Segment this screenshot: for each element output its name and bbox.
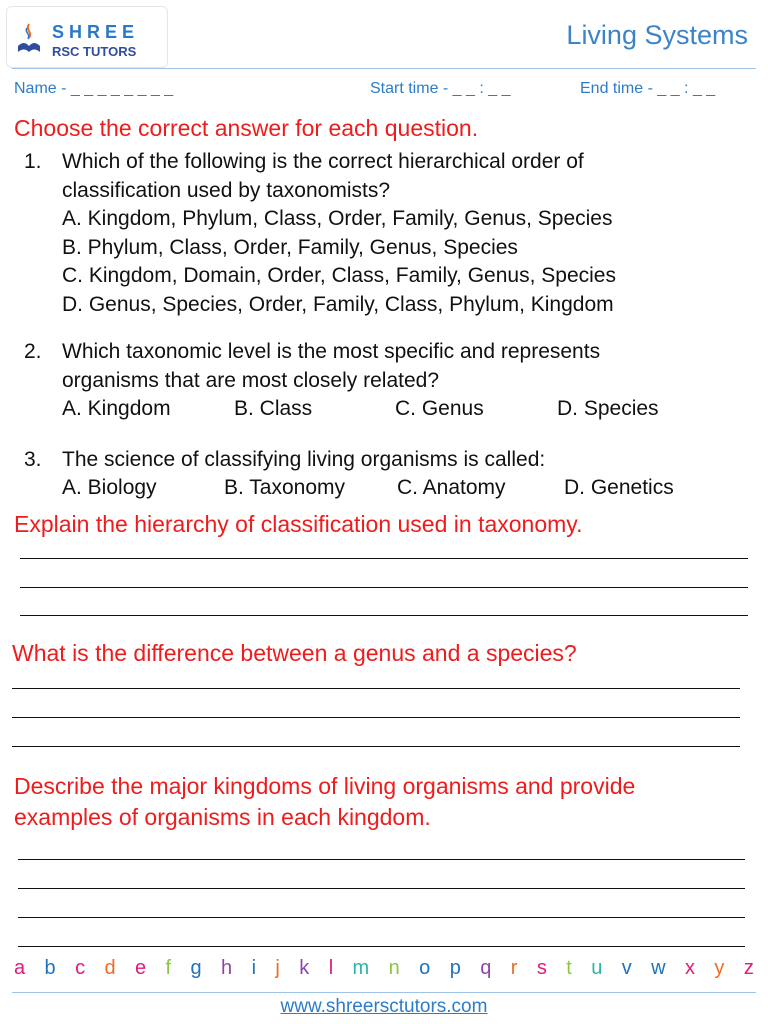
answer-option[interactable]: C. Kingdom, Domain, Order, Class, Family, Genus, Species <box>62 264 616 288</box>
alphabet-letter: j <box>275 957 280 979</box>
alphabet-letter: d <box>104 957 116 979</box>
answer-option[interactable]: C. Anatomy <box>397 476 506 499</box>
answer-option[interactable]: A. Kingdom <box>62 397 171 420</box>
alphabet-letter: b <box>44 957 56 979</box>
name-field[interactable]: Name - _ _ _ _ _ _ _ _ <box>14 80 174 97</box>
alphabet-letter: t <box>566 957 572 979</box>
answer-option[interactable]: B. Taxonomy <box>224 476 346 499</box>
alphabet-letter: a <box>14 957 26 979</box>
answer-line[interactable] <box>20 558 748 559</box>
answer-option[interactable]: D. Genus, Species, Order, Family, Class, Phylum, Kingdom <box>62 293 614 316</box>
alphabet-letter: k <box>299 957 310 979</box>
answer-line[interactable] <box>18 888 745 889</box>
describe-heading: Describe the major kingdoms of living organisms and provide <box>14 773 636 799</box>
answer-option[interactable]: A. Kingdom, Phylum, Class, Order, Family, Genus, Species <box>62 207 613 231</box>
alphabet-letter: p <box>449 957 461 979</box>
brand-top: SHREE <box>52 22 140 42</box>
alphabet-letter: w <box>651 957 666 979</box>
brand-bottom: RSC TUTORS <box>52 44 137 59</box>
alphabet-letter: s <box>536 957 547 979</box>
alphabet-letter: o <box>419 957 431 979</box>
question-text: The science of classifying living organisms is called: <box>62 448 546 471</box>
answer-option[interactable]: D. Genetics <box>564 476 674 499</box>
alphabet-letter: i <box>251 957 257 979</box>
alphabet-letter: h <box>221 957 233 979</box>
answer-option[interactable]: D. Species <box>557 397 659 420</box>
start-time-field[interactable]: Start time - _ _ : _ _ <box>370 80 511 97</box>
website-link[interactable]: www.shreersctutors.com <box>280 996 488 1017</box>
question-text: organisms that are most closely related? <box>62 368 440 392</box>
alphabet-letter: u <box>591 957 603 979</box>
question-number: 3. <box>24 448 42 471</box>
question-text: classification used by taxonomists? <box>62 178 390 202</box>
alphabet-letter: v <box>621 957 632 979</box>
page-title: Living Systems <box>566 20 748 50</box>
alphabet-letter: z <box>743 957 754 979</box>
explain-heading: Explain the hierarchy of classification used in taxonomy. <box>14 511 583 537</box>
alphabet-letter: e <box>135 957 147 979</box>
difference-heading: What is the difference between a genus and a species? <box>12 640 577 666</box>
question-number: 2. <box>24 340 42 363</box>
alphabet-strip <box>14 957 754 980</box>
alphabet-letter: r <box>510 957 518 979</box>
answer-line[interactable] <box>12 688 740 689</box>
alphabet-letter: n <box>388 957 400 979</box>
alphabet-letter: m <box>352 957 370 979</box>
alphabet-letter: g <box>190 957 202 979</box>
answer-option[interactable]: B. Phylum, Class, Order, Family, Genus, Species <box>62 235 518 259</box>
alphabet-letter: q <box>480 957 492 979</box>
question-number: 1. <box>24 150 42 173</box>
footer <box>0 996 768 1018</box>
answer-line[interactable] <box>12 746 740 747</box>
alphabet-letter: x <box>685 957 695 979</box>
footer-divider <box>12 992 756 993</box>
alphabet-letter: c <box>75 957 86 979</box>
describe-heading: examples of organisms in each kingdom. <box>14 804 431 830</box>
answer-option[interactable]: C. Genus <box>395 397 484 420</box>
question-text: Which of the following is the correct hierarchical order of <box>62 150 584 173</box>
answer-line[interactable] <box>18 946 745 947</box>
alphabet-letter: l <box>328 957 334 979</box>
answer-line[interactable] <box>18 917 745 918</box>
answer-option[interactable]: A. Biology <box>62 476 157 499</box>
answer-option[interactable]: B. Class <box>234 397 313 420</box>
book-lamp-icon <box>16 22 42 56</box>
alphabet-letter: y <box>714 957 725 979</box>
header-divider <box>12 68 756 69</box>
question-text: Which taxonomic level is the most specific and represents <box>62 340 601 363</box>
mcq-heading: Choose the correct answer for each question. <box>14 115 479 141</box>
answer-line[interactable] <box>18 859 745 860</box>
end-time-field[interactable]: End time - _ _ : _ _ <box>580 80 716 97</box>
answer-line[interactable] <box>12 717 740 718</box>
answer-line[interactable] <box>20 587 748 588</box>
alphabet-letter: f <box>165 957 172 979</box>
answer-line[interactable] <box>20 615 748 616</box>
